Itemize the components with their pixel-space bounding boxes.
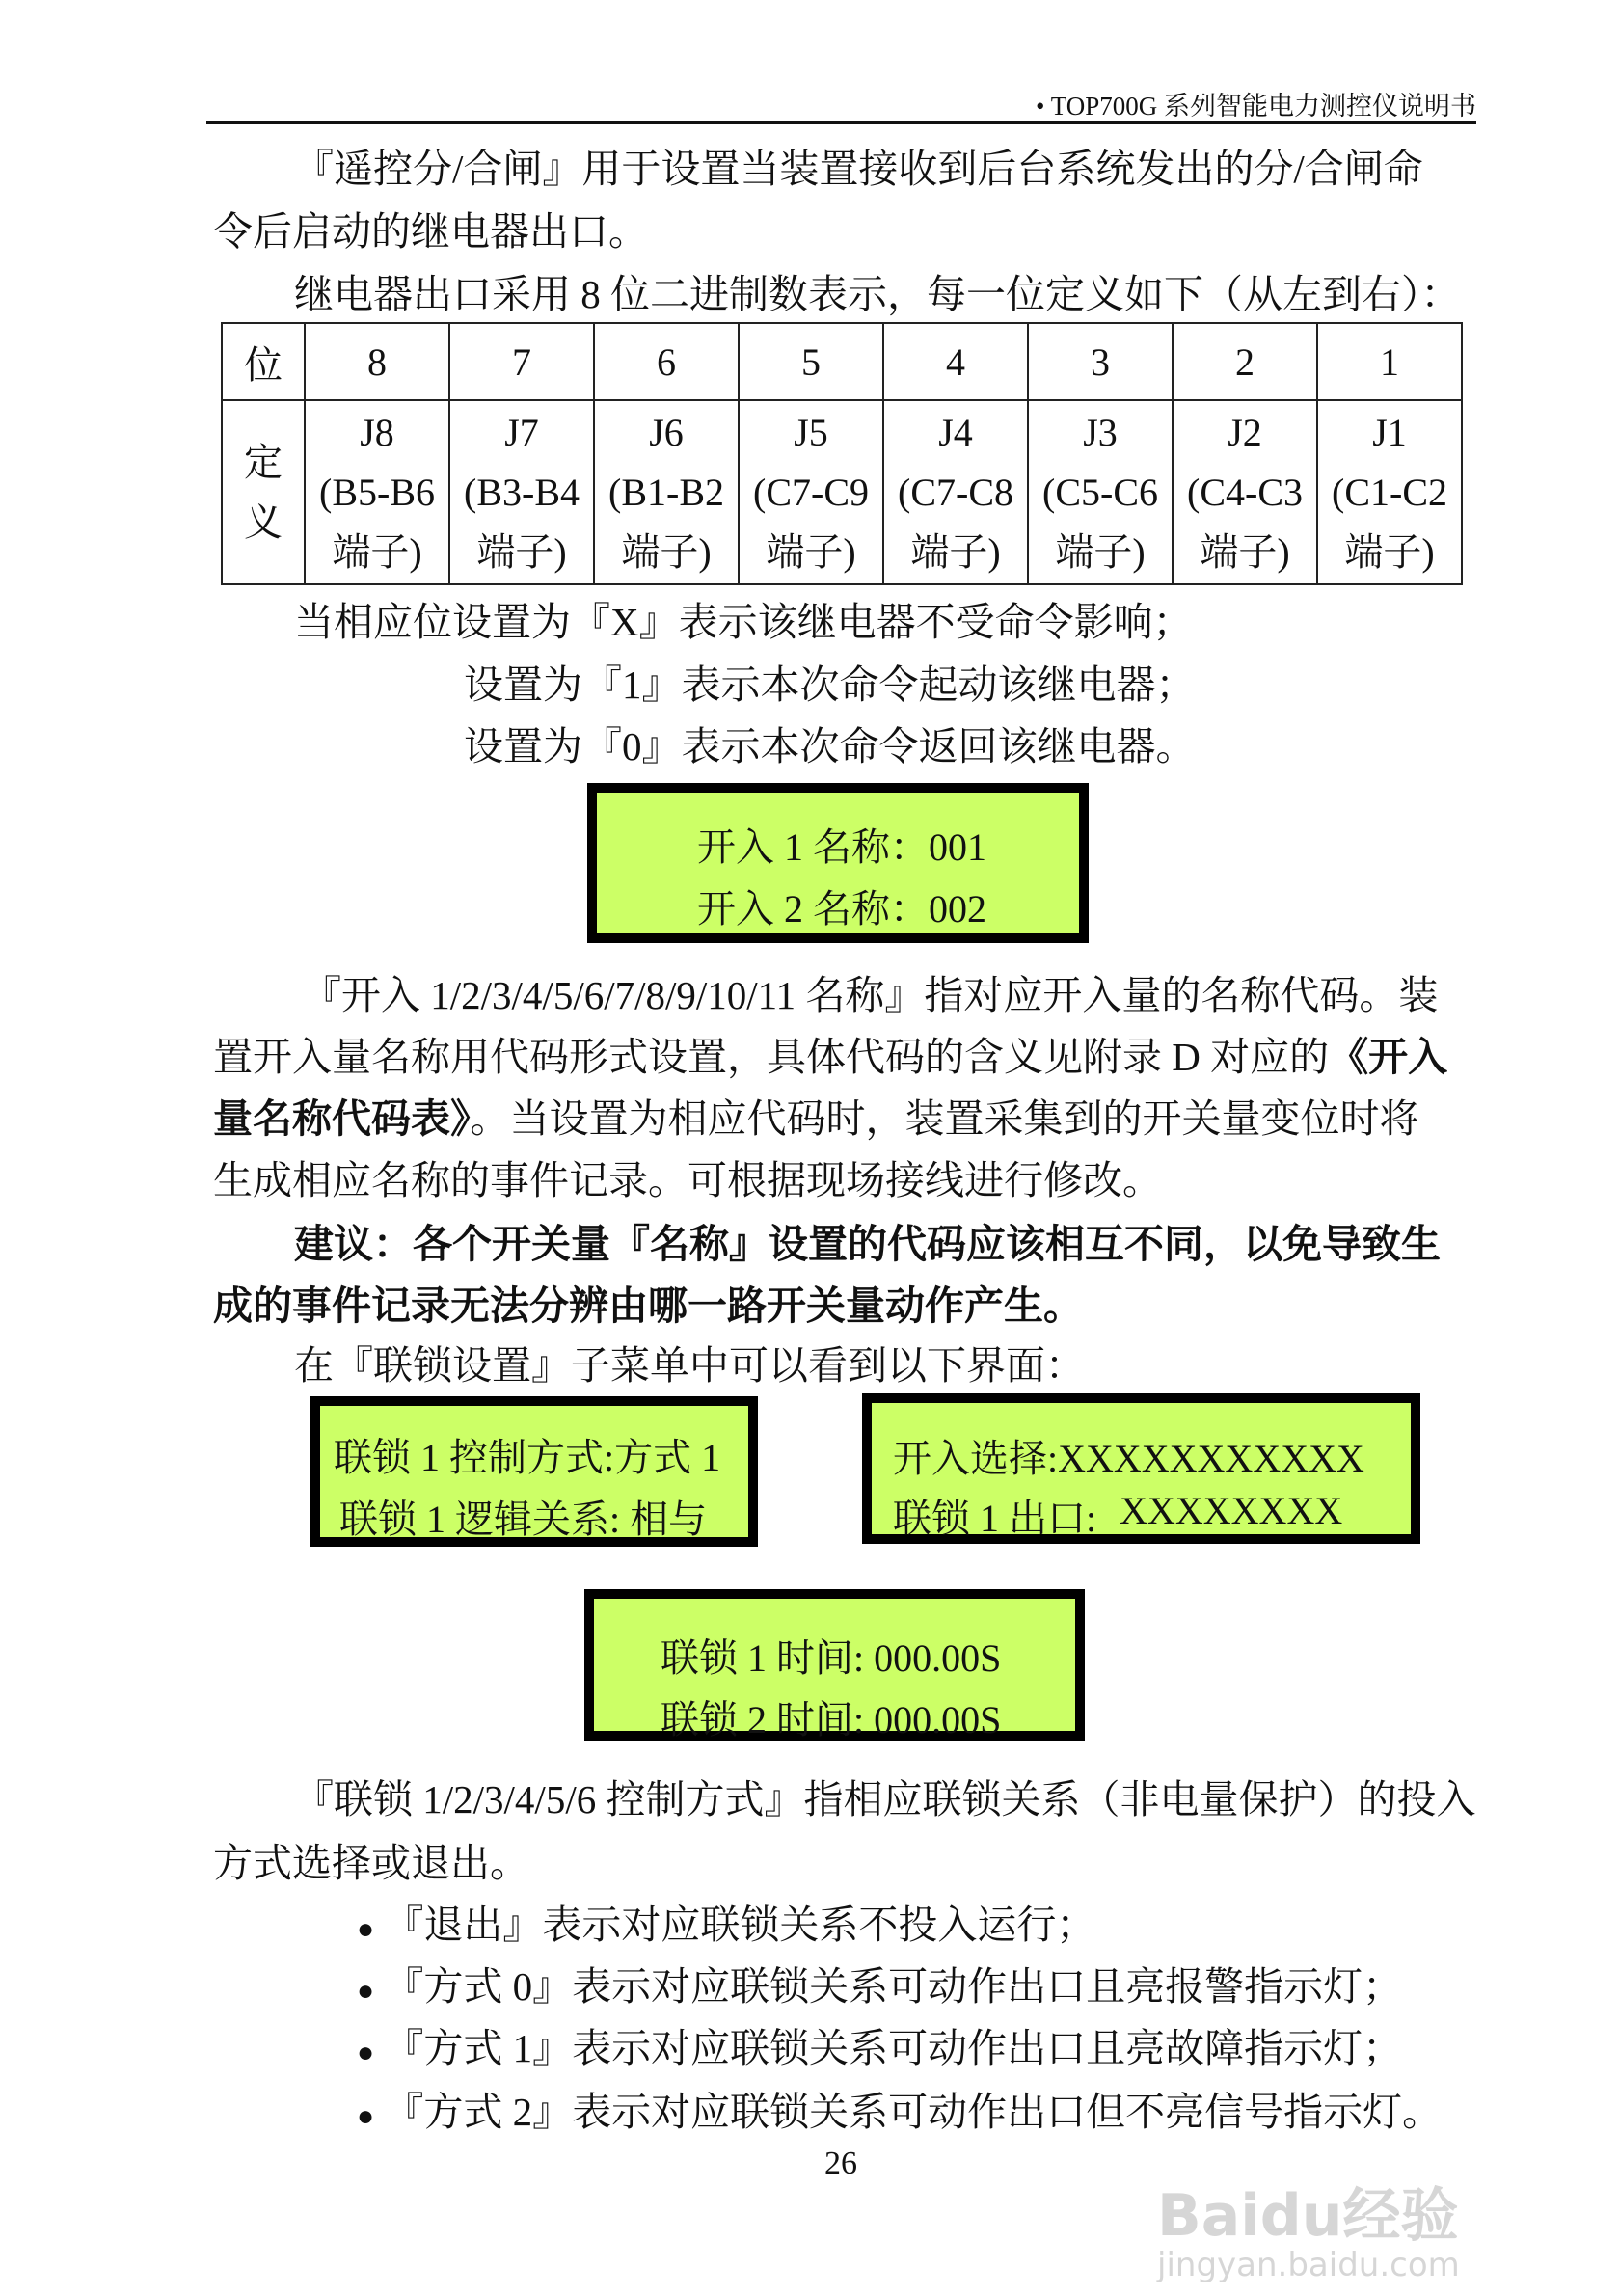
- lcd-line: 联锁 1 时间: 000.00S: [661, 1636, 1002, 1680]
- header-rule: [206, 121, 1476, 124]
- input-name-para-2: 置开入量名称用代码形式设置，具体代码的含义见附录 D 对应的《开入: [213, 1035, 1448, 1079]
- lcd-interlock-time: [584, 1589, 1085, 1741]
- definition-text: 端子): [476, 529, 567, 574]
- definition-text: (C1-C2: [1332, 470, 1447, 514]
- definition-cell: [739, 400, 883, 584]
- definition-text: (C4-C3: [1187, 470, 1303, 514]
- watermark-brand: Baidu经验: [1157, 2182, 1459, 2250]
- input-name-para-3: 量名称代码表》。当设置为相应代码时，装置采集到的开关量变位时将: [213, 1096, 1419, 1141]
- definition-cell: [594, 400, 739, 584]
- intro-line-3: 继电器出口采用 8 位二进制数表示，每一位定义如下（从左到右）：: [294, 272, 1461, 316]
- definition-cell: [883, 400, 1028, 584]
- definition-cell: [449, 400, 594, 584]
- document-header: • TOP700G 系列智能电力测控仪说明书: [1036, 92, 1476, 121]
- list-item: ● 『退出』表示对应联锁关系不投入运行；: [357, 1903, 1096, 1947]
- lcd-line: 联锁 1 控制方式:方式 1: [334, 1436, 721, 1479]
- definition-text: 端子): [910, 529, 1001, 574]
- list-item: ● 『方式 1』表示对应联锁关系可动作出口且亮故障指示灯；: [357, 2026, 1403, 2070]
- lcd-line: [893, 1488, 1342, 1543]
- table-row-definitions: [222, 400, 1462, 584]
- mode-para-2: 方式选择或退出。: [213, 1841, 529, 1885]
- list-item: ● 『方式 2』表示对应联锁关系可动作出口但不亮信号指示灯。: [357, 2090, 1443, 2134]
- lcd-value: XXXXXXXX: [1120, 1489, 1343, 1532]
- relay-bit-table: [221, 322, 1463, 585]
- baidu-watermark: [1157, 2182, 1460, 2284]
- definition-text: J2: [1228, 410, 1262, 454]
- note-1: 设置为『1』表示本次命令起动该继电器；: [464, 662, 1196, 707]
- list-item: ● 『方式 0』表示对应联锁关系可动作出口且亮报警指示灯；: [357, 1964, 1403, 2009]
- lcd-line: 开入选择:XXXXXXXXXXX: [893, 1437, 1364, 1480]
- definition-text: 端子): [1344, 529, 1435, 574]
- interlock-intro: 在『联锁设置』子菜单中可以看到以下界面：: [294, 1343, 1085, 1388]
- definition-cell: [1173, 400, 1317, 584]
- intro-line-1: 『遥控分/合闸』用于设置当装置接收到后台系统发出的分/合闸命: [294, 147, 1423, 191]
- definition-text: J4: [938, 410, 973, 454]
- definition-text: (B1-B2: [608, 470, 724, 514]
- watermark-url: jingyan.baidu.com: [1157, 2246, 1460, 2284]
- lcd-interlock-io: [862, 1393, 1420, 1544]
- bit-cell: 3: [1028, 323, 1173, 400]
- lcd-line: 联锁 1 逻辑关系: 相与: [339, 1498, 708, 1541]
- input-name-para-1: 『开入 1/2/3/4/5/6/7/8/9/10/11 名称』指对应开入量的名称代码。装: [302, 973, 1439, 1017]
- bit-cell: 1: [1317, 323, 1462, 400]
- definition-cell: [1028, 400, 1173, 584]
- lcd-input-names: [587, 783, 1089, 943]
- definition-text: J7: [504, 410, 539, 454]
- advice-line-1: 建议：各个开关量『名称』设置的代码应该相互不同，以免导致生: [294, 1222, 1441, 1266]
- definition-text: (B3-B4: [464, 470, 580, 514]
- definition-text: 端子): [1200, 529, 1290, 574]
- definition-text: (C7-C8: [898, 470, 1013, 514]
- definition-text: 端子): [766, 529, 856, 574]
- bit-cell: 6: [594, 323, 739, 400]
- definition-text: J5: [794, 410, 828, 454]
- lcd-line: 联锁 2 时间: 000.00S: [661, 1698, 1002, 1742]
- definition-text: 端子): [1055, 529, 1146, 574]
- definition-text: J3: [1083, 410, 1118, 454]
- row-header-bit: 位: [222, 323, 305, 400]
- mode-para-1: 『联锁 1/2/3/4/5/6 控制方式』指相应联锁关系（非电量保护）的投入: [294, 1777, 1476, 1822]
- lcd-label: 联锁 1 出口:: [893, 1497, 1097, 1540]
- definition-text: 端子): [621, 529, 712, 574]
- lcd-line: 开入 1 名称：001: [697, 825, 986, 869]
- bit-cell: 5: [739, 323, 883, 400]
- note-0: 设置为『0』表示本次命令返回该继电器。: [464, 724, 1196, 769]
- definition-cell: [305, 400, 449, 584]
- lcd-interlock-mode: [310, 1396, 758, 1547]
- page-number: 26: [824, 2146, 857, 2181]
- definition-text: J1: [1372, 410, 1407, 454]
- bit-cell: 8: [305, 323, 449, 400]
- bit-cell: 7: [449, 323, 594, 400]
- lcd-line: 开入 2 名称：002: [697, 887, 986, 931]
- definition-text: J8: [360, 410, 394, 454]
- definition-cell: [1317, 400, 1462, 584]
- definition-text: J6: [649, 410, 684, 454]
- definition-text: (B5-B6: [319, 470, 435, 514]
- bit-cell: 2: [1173, 323, 1317, 400]
- table-row-bits: [222, 323, 1462, 400]
- bit-cell: 4: [883, 323, 1028, 400]
- intro-line-2: 令后启动的继电器出口。: [213, 209, 648, 254]
- row-header-definition: 定义: [222, 400, 305, 584]
- definition-text: (C7-C9: [753, 470, 869, 514]
- input-name-para-4: 生成相应名称的事件记录。可根据现场接线进行修改。: [213, 1158, 1162, 1202]
- definition-text: 端子): [332, 529, 422, 574]
- note-x: 当相应位设置为『X』表示该继电器不受命令影响；: [294, 600, 1193, 644]
- advice-line-2: 成的事件记录无法分辨由哪一路开关量动作产生。: [213, 1283, 1083, 1328]
- definition-text: (C5-C6: [1042, 470, 1158, 514]
